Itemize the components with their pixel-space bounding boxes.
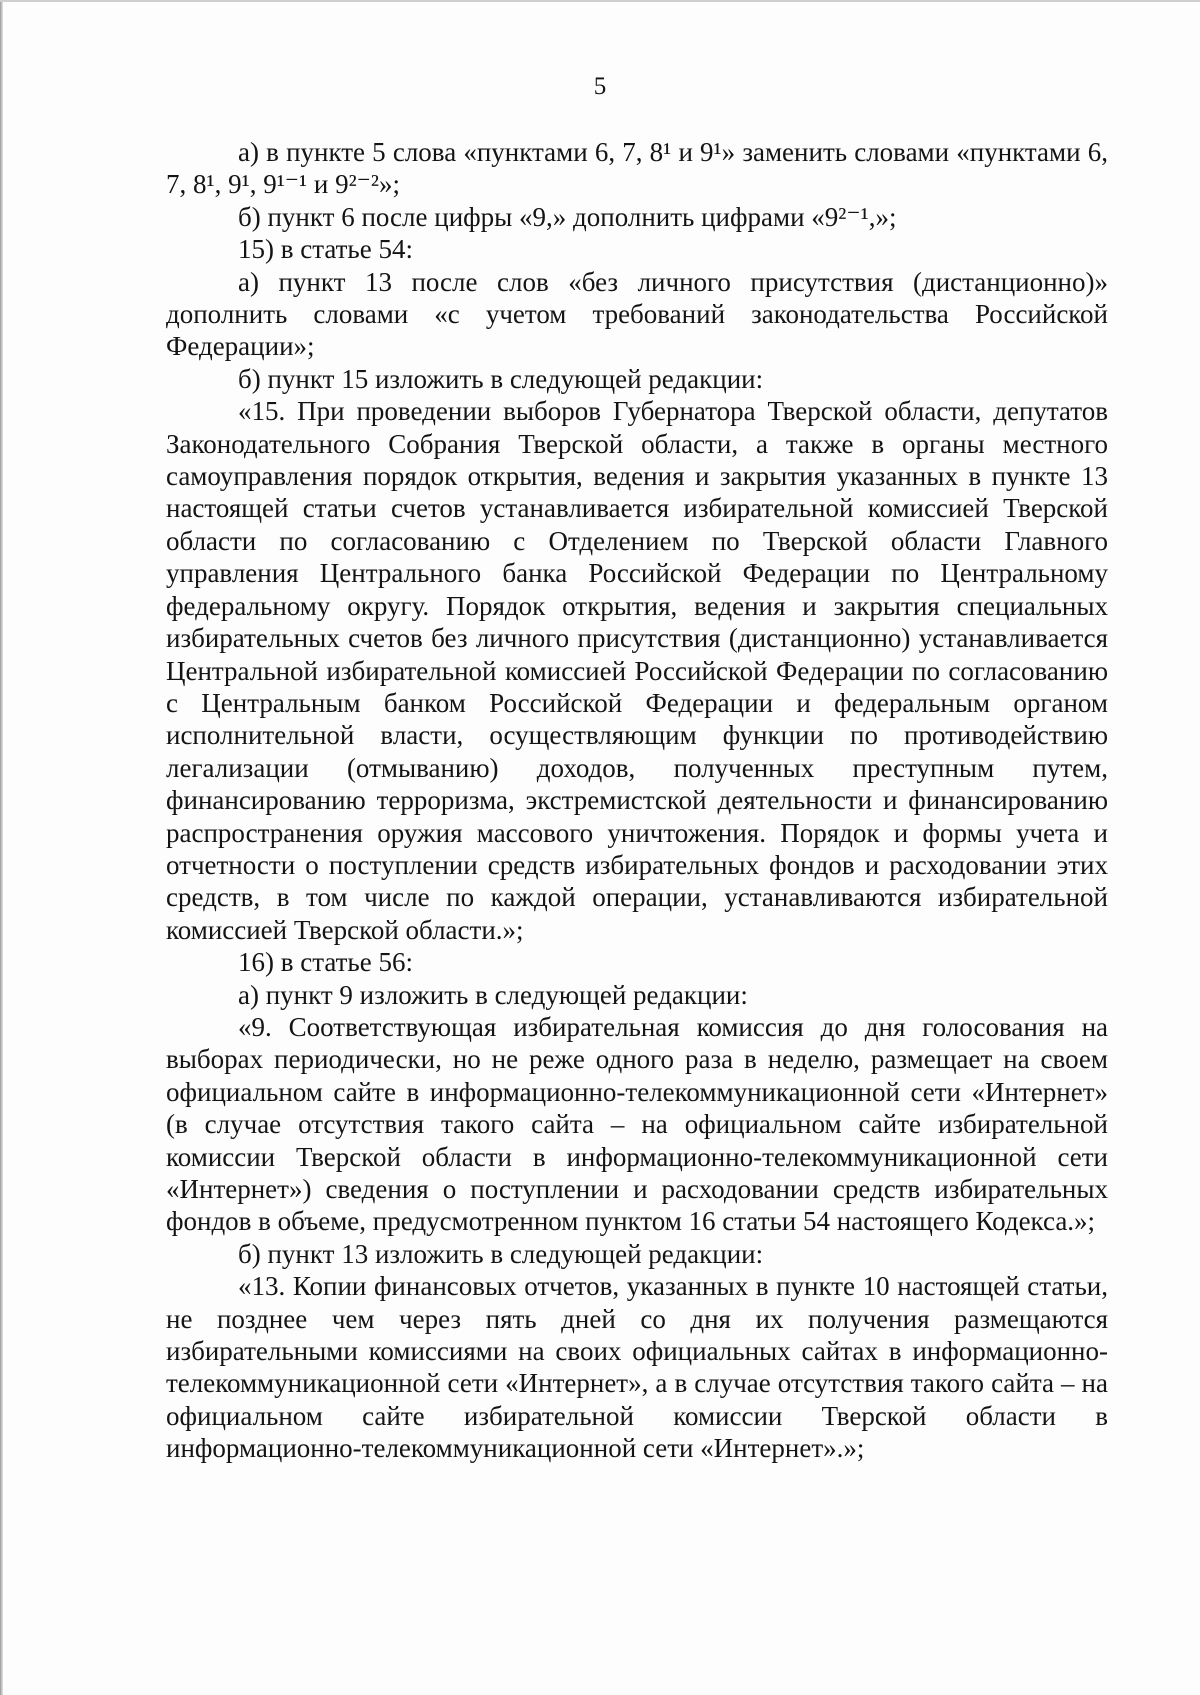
scan-edge-top — [0, 0, 1200, 2]
paragraph-9: «9. Соответствующая избирательная комиссия до дня голосования на выборах периодически, но не реже одного раза в неделю, размещает на своем официальном сайте в информационно-телекоммуникационной сети «Интернет» (в случае отсутствия такого сайта – на официальном сайте избирательной комиссии Тверской области в информационно-телекоммуникационной сети «Интернет») сведения о поступлении и расходовании средств избирательных фондов в объеме, предусмотренном пунктом 16 статьи 54 настоящего Кодекса.»; — [166, 1011, 1108, 1237]
paragraph-10: б) пункт 13 изложить в следующей редакции: — [238, 1238, 764, 1269]
paragraph-1: а) в пункте 5 слова «пунктами 6, 7, 8¹ и 9¹» заменить словами «пунктами 6, 7, 8¹, 9¹, 9¹⁻¹ и 9²⁻²»; — [166, 137, 1108, 200]
paragraph-2: б) пункт 6 после цифры «9,» дополнить цифрами «9²⁻¹,»; — [238, 201, 897, 232]
paragraph-4: а) пункт 13 после слов «без личного присутствия (дистанционно)» дополнить словами «с учетом требований законодательства Российской Федерации»; — [166, 266, 1108, 362]
paragraph-8: а) пункт 9 изложить в следующей редакции: — [238, 979, 748, 1010]
paragraph-11: «13. Копии финансовых отчетов, указанных в пункте 10 настоящей статьи, не позднее чем через пять дней со дня их получения размещаются избирательными комиссиями на своих официальных сайтах в информационно-телекоммуникационной сети «Интернет», а в случае отсутствия такого сайта – на официальном сайте избирательной комиссии Тверской области в информационно-телекоммуникационной сети «Интернет».»; — [166, 1271, 1108, 1464]
document-body — [166, 136, 1108, 1465]
paragraph-3: 15) в статье 54: — [238, 234, 413, 265]
paragraph-6: «15. При проведении выборов Губернатора Тверской области, депутатов Законодательного Собрания Тверской области, а также в органы местного самоуправления порядок открытия, ведения и закрытия указанных в пункте 13 настоящей статьи счетов устанавливается избирательной комиссией Тверской области по согласованию с Отделением по Тверской области Главного управления Центрального банка Российской Федерации по Центральному федеральному округу. Порядок открытия, ведения и закрытия специальных избирательных счетов без личного присутствия (дистанционно) устанавливается Центральной избирательной комиссией Российской Федерации по согласованию с Центральным банком Российской Федерации и федеральным органом исполнительной власти, осуществляющим функции по противодействию легализации (отмыванию) доходов, полученных преступным путем, финансированию терроризма, экстремистской деятельности и финансированию распространения оружия массового уничтожения. Порядок и формы учета и отчетности о поступлении средств избирательных фондов и расходовании этих средств, в том числе по каждой операции, устанавливаются избирательной комиссией Тверской области.»; — [166, 396, 1108, 945]
page-number: 5 — [593, 73, 607, 100]
paragraph-5: б) пункт 15 изложить в следующей редакции: — [238, 363, 764, 394]
paragraph-7: 16) в статье 56: — [238, 947, 413, 978]
scan-edge-left — [0, 0, 3, 1695]
